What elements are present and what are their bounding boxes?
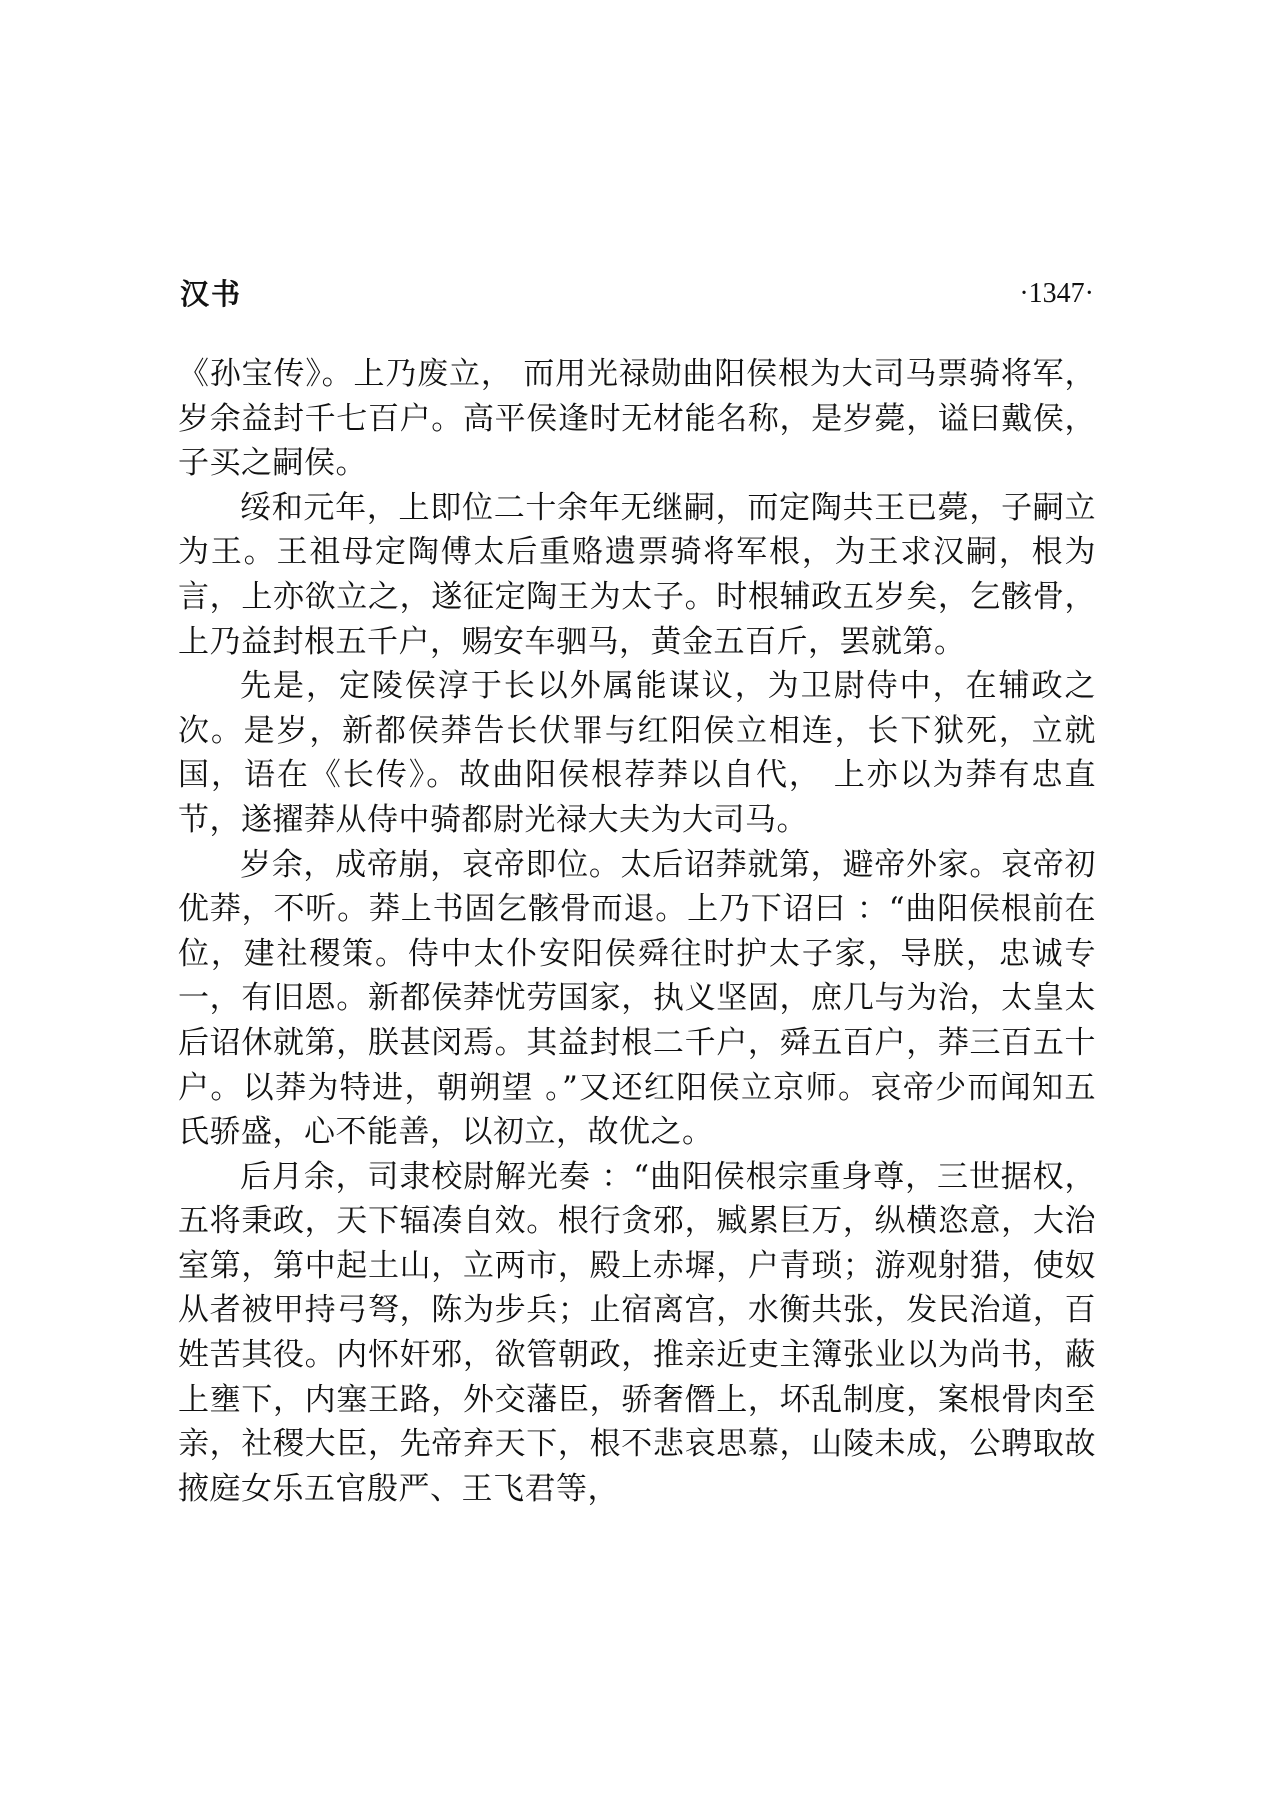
page-number: ·1347· <box>1019 278 1094 309</box>
paragraph: 先是，定陵侯淳于长以外属能谋议，为卫尉侍中，在辅政之次。是岁，新都侯莽告长伏罪与红阳侯立相连，长下狱死，立就国，语在《长传》。故曲阳侯根荐莽以自代， 上亦以为莽有忠直节，遂擢莽从侍中骑都尉光禄大夫为大司马。 <box>178 668 1096 838</box>
page-header <box>180 272 1094 316</box>
paragraph: 绥和元年，上即位二十余年无继嗣，而定陶共王已薨，子嗣立为王。王祖母定陶傅太后重赂遗票骑将军根，为王求汉嗣，根为言，上亦欲立之，遂征定陶王为太子。时根辅政五岁矣，乞骸骨，上乃益封根五千户，赐安车驷马，黄金五百斤，罢就第。 <box>178 489 1096 660</box>
paragraph: 《孙宝传》。上乃废立， 而用光禄勋曲阳侯根为大司马票骑将军，岁余益封千七百户。高平侯逢时无材能名称，是岁薨，谥曰戴侯，子买之嗣侯。 <box>178 356 1096 482</box>
book-title: 汉书 <box>180 277 243 311</box>
paragraph: 后月余，司隶校尉解光奏 ：“曲阳侯根宗重身尊，三世据权，五将秉政，天下辐凑自效。根行贪邪，臧累巨万，纵横恣意，大治室第，第中起土山，立两市，殿上赤墀，户青琐；游观射猎，使奴从者被甲持弓弩，陈为步兵；止宿离宫，水衡共张，发民治道，百姓苦其役。内怀奸邪，欲管朝政，推亲近吏主簿张业以为尚书，蔽上壅下，内塞王路，外交藩臣，骄奢僭上，坏乱制度，案根骨肉至亲，社稷大臣，先帝弃天下，根不悲哀思慕，山陵未成，公聘取故掖庭女乐五官殷严、王飞君等， <box>178 1158 1096 1507</box>
paragraph: 岁余，成帝崩，哀帝即位。太后诏莽就第，避帝外家。哀帝初优莽，不听。莽上书固乞骸骨而退。上乃下诏曰 ：“曲阳侯根前在位，建社稷策。侍中太仆安阳侯舜往时护太子家，导朕，忠诚专一，有旧恩。新都侯莽忧劳国家，执义坚固，庶几与为治，太皇太后诏休就第，朕甚闵焉。其益封根二千户，舜五百户，莽三百五十户。以莽为特进，朝朔望 。”又还红阳侯立京师。哀帝少而闻知五氏骄盛，心不能善，以初立，故优之。 <box>178 846 1096 1151</box>
body-text <box>178 352 1096 1511</box>
